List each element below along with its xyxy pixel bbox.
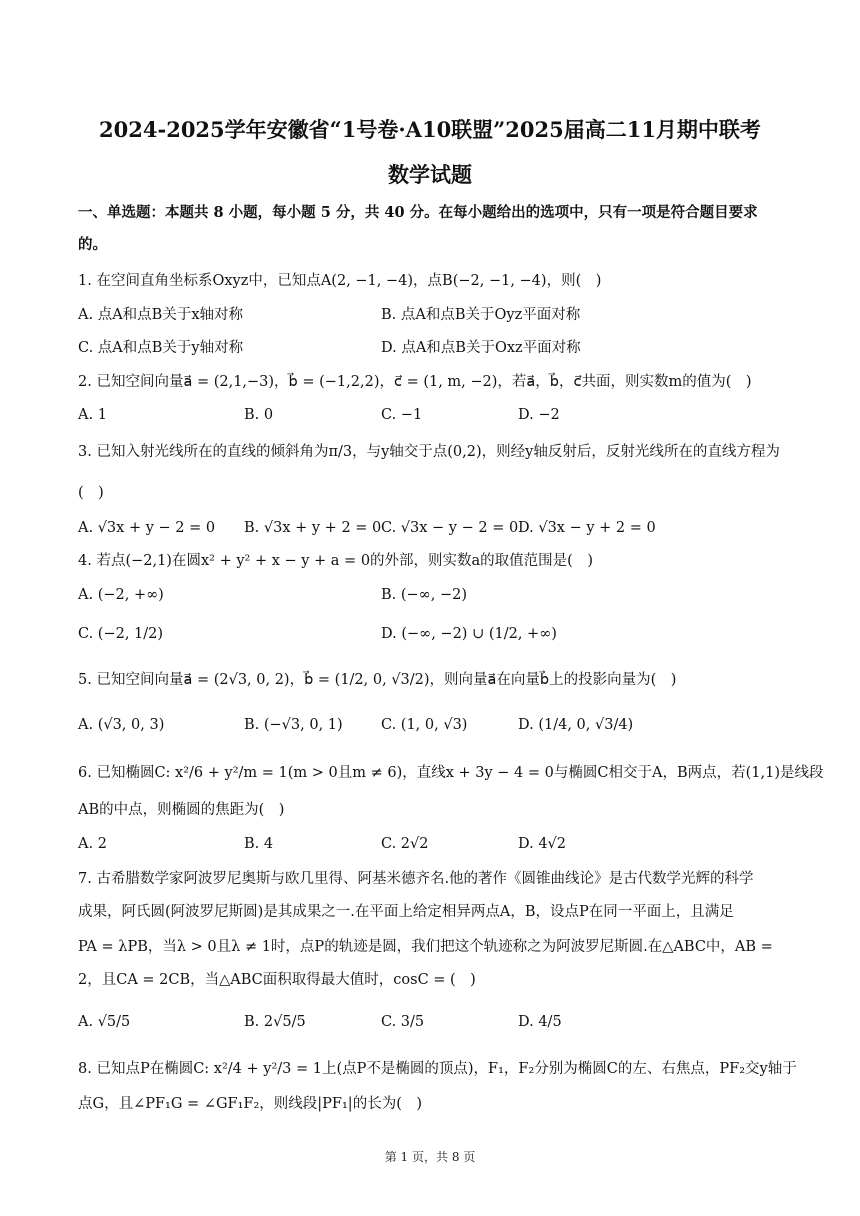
question-1-option-b: B. 点A和点B关于Oyz平面对称 [381, 307, 581, 323]
exam-subtitle: 数学试题 [388, 162, 472, 187]
question-5-option-c: C. (1, 0, √3) [381, 717, 468, 733]
question-1-stem: 1. 在空间直角坐标系Oxyz中，已知点A(2, −1, −4)，点B(−2, −1, −4)，则( ) [78, 273, 602, 289]
question-7-stem-line-3: PA = λPB，当λ > 0且λ ≠ 1时，点P的轨迹是圆，我们把这个轨迹称之为阿波罗尼斯圆.在△ABC中，AB = [78, 939, 773, 955]
question-1-option-c: C. 点A和点B关于y轴对称 [78, 340, 244, 356]
question-7-option-a: A. √5/5 [78, 1014, 131, 1030]
question-7-option-d: D. 4/5 [518, 1014, 562, 1030]
question-4-stem: 4. 若点(−2,1)在圆x² + y² + x − y + a = 0的外部，则实数a的取值范围是( ) [78, 553, 593, 569]
question-3-stem: 3. 已知入射光线所在的直线的倾斜角为π/3，与y轴交于点(0,2)，则经y轴反射后，反射光线所在的直线方程为 [78, 444, 780, 460]
question-8-stem-line-2: 点G，且∠PF₁G = ∠GF₁F₂，则线段|PF₁|的长为( ) [78, 1096, 423, 1112]
question-6-option-c: C. 2√2 [381, 836, 429, 852]
page-footer: 第 1 页，共 8 页 [384, 1150, 476, 1164]
question-3-option-a: A. √3x + y − 2 = 0 [78, 520, 216, 536]
question-2-option-d: D. −2 [518, 407, 560, 423]
question-8-stem-line-1: 8. 已知点P在椭圆C: x²/4 + y²/3 = 1上(点P不是椭圆的顶点)，F₁，F₂分别为椭圆C的左、右焦点，PF₂交y轴于 [78, 1061, 797, 1077]
question-3-option-b: B. √3x + y + 2 = 0 [244, 520, 382, 536]
question-5-option-b: B. (−√3, 0, 1) [244, 717, 343, 733]
question-7-option-b: B. 2√5/5 [244, 1014, 306, 1030]
question-5-option-a: A. (√3, 0, 3) [78, 717, 165, 733]
question-6-stem: 6. 已知椭圆C: x²/6 + y²/m = 1(m > 0且m ≠ 6)，直线x + 3y − 4 = 0与椭圆C相交于A，B两点，若(1,1)是线段 [78, 765, 824, 781]
question-7-option-c: C. 3/5 [381, 1014, 425, 1030]
question-2-option-c: C. −1 [381, 407, 423, 423]
exam-title: 2024-2025学年安徽省“1号卷·A10联盟”2025届高二11月期中联考 [99, 117, 761, 142]
question-3-stem-end: ( ) [78, 485, 104, 501]
question-6-option-a: A. 2 [78, 836, 107, 852]
question-5-stem: 5. 已知空间向量a⃗ = (2√3, 0, 2)，b⃗ = (1/2, 0, √3/2)，则向量a⃗在向量b⃗上的投影向量为( ) [78, 672, 677, 688]
question-6-stem-continued: AB的中点，则椭圆的焦距为( ) [78, 802, 285, 818]
question-2-stem: 2. 已知空间向量a⃗ = (2,1,−3)，b⃗ = (−1,2,2)，c⃗ = (1, m, −2)，若a⃗，b⃗，c⃗共面，则实数m的值为( ) [78, 374, 752, 390]
section-heading: 一、单选题：本题共 8 小题，每小题 5 分，共 40 分。在每小题给出的选项中，只有一项是符合题目要求 [78, 204, 758, 221]
question-1-option-d: D. 点A和点B关于Oxz平面对称 [381, 340, 581, 356]
question-4-option-a: A. (−2, +∞) [78, 587, 164, 603]
question-4-option-c: C. (−2, 1/2) [78, 626, 164, 642]
section-heading-continued: 的。 [78, 236, 107, 253]
question-4-option-b: B. (−∞, −2) [381, 587, 468, 603]
question-7-stem-line-2: 成果，阿氏圆(阿波罗尼斯圆)是其成果之一.在平面上给定相异两点A，B，设点P在同一平面上，且满足 [78, 904, 734, 920]
question-7-stem-line-4: 2，且CA = 2CB，当△ABC面积取得最大值时，cosC = ( ) [78, 972, 476, 988]
question-3-option-d: D. √3x − y + 2 = 0 [518, 520, 656, 536]
question-1-option-a: A. 点A和点B关于x轴对称 [78, 307, 243, 323]
question-3-option-c: C. √3x − y − 2 = 0 [381, 520, 519, 536]
question-6-option-d: D. 4√2 [518, 836, 567, 852]
question-2-option-b: B. 0 [244, 407, 274, 423]
question-2-option-a: A. 1 [78, 407, 107, 423]
question-5-option-d: D. (1/4, 0, √3/4) [518, 717, 634, 733]
question-7-stem-line-1: 7. 古希腊数学家阿波罗尼奥斯与欧几里得、阿基米德齐名.他的著作《圆锥曲线论》是古代数学光辉的科学 [78, 871, 754, 887]
question-6-option-b: B. 4 [244, 836, 274, 852]
question-4-option-d: D. (−∞, −2) ∪ (1/2, +∞) [381, 626, 557, 642]
